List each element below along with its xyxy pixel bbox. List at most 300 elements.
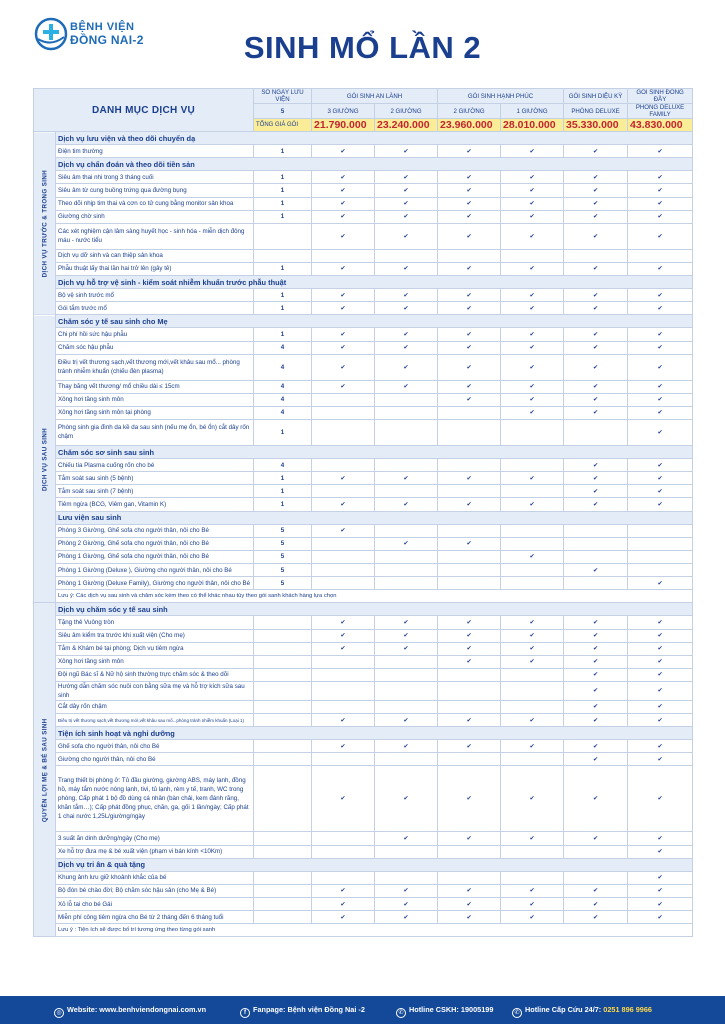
section-subheader-row xyxy=(34,275,693,288)
price-2: 23.240.000 xyxy=(375,119,438,132)
check-icon: ✔ xyxy=(438,380,501,393)
check-icon: ✔ xyxy=(628,341,693,354)
service-label: Các xét nghiệm cận lâm sàng huyết học - sinh hóa - miễn dịch đông máu - nước tiểu xyxy=(56,223,254,249)
empty-cell xyxy=(375,406,438,419)
table-row xyxy=(34,642,693,655)
check-icon: ✔ xyxy=(628,459,693,472)
hotline-number: 19005199 xyxy=(460,1005,494,1014)
check-icon: ✔ xyxy=(501,184,564,197)
empty-cell xyxy=(564,577,628,590)
check-icon: ✔ xyxy=(501,884,564,897)
sub-col-2: 2 GIƯỜNG xyxy=(375,104,438,119)
check-icon: ✔ xyxy=(375,498,438,511)
table-row xyxy=(34,210,693,223)
empty-cell xyxy=(312,753,375,766)
service-label: Phòng 1 Giường, Ghế sofa cho người thân, nôi cho Bé xyxy=(56,550,254,563)
empty-cell xyxy=(375,655,438,668)
empty-cell xyxy=(438,871,501,884)
check-icon: ✔ xyxy=(375,616,438,629)
days-cell xyxy=(254,629,312,642)
price-4: 28.010.000 xyxy=(501,119,564,132)
service-label: Điện tim thường xyxy=(56,145,254,158)
check-icon: ✔ xyxy=(564,884,628,897)
empty-cell xyxy=(564,249,628,262)
table-row xyxy=(34,871,693,884)
empty-cell xyxy=(628,524,693,537)
check-icon: ✔ xyxy=(312,223,375,249)
days-cell: 1 xyxy=(254,210,312,223)
check-icon: ✔ xyxy=(438,354,501,380)
days-cell xyxy=(254,714,312,727)
service-label: Chăm sóc hậu phẫu xyxy=(56,341,254,354)
total-label: TỔNG GIÁ GÓI xyxy=(254,119,312,132)
days-cell: 4 xyxy=(254,393,312,406)
table-row xyxy=(34,498,693,511)
note-row xyxy=(34,590,693,603)
check-icon: ✔ xyxy=(628,223,693,249)
footer-hotline[interactable] xyxy=(396,1005,493,1018)
service-label: Siêu âm kiểm tra trước khi xuất viện (Cho mẹ) xyxy=(56,629,254,642)
check-icon: ✔ xyxy=(628,419,693,445)
empty-cell xyxy=(438,668,501,681)
service-label: Xỏ lỗ tai cho bé Gái xyxy=(56,898,254,911)
check-icon: ✔ xyxy=(375,911,438,924)
check-icon: ✔ xyxy=(438,642,501,655)
note-text: Lưu ý: Các dịch vụ sau sinh và chăm sóc kèm theo có thể khác nhau tùy theo gói sanh khách hàng lựa chọn xyxy=(56,590,693,603)
category-header: DANH MỤC DỊCH VỤ xyxy=(34,89,254,132)
days-cell: 5 xyxy=(254,550,312,563)
empty-cell xyxy=(375,563,438,576)
check-icon: ✔ xyxy=(564,832,628,845)
empty-cell xyxy=(375,845,438,858)
table-row xyxy=(34,550,693,563)
empty-cell xyxy=(501,563,564,576)
service-label: Thay băng vết thương/ mổ chiều dài ≤ 15cm xyxy=(56,380,254,393)
service-label: Cắt dây rốn chậm xyxy=(56,700,254,713)
empty-cell xyxy=(438,249,501,262)
table-row xyxy=(34,289,693,302)
check-icon: ✔ xyxy=(564,668,628,681)
section-label: DỊCH VỤ TRƯỚC & TRONG SINH xyxy=(34,132,56,315)
empty-cell xyxy=(312,577,375,590)
phone-icon: ✆ xyxy=(396,1008,406,1018)
subheader-label: Dịch vụ hỗ trợ vệ sinh - kiểm soát nhiễm khuẩn trước phẫu thuật xyxy=(56,275,693,288)
check-icon: ✔ xyxy=(438,616,501,629)
check-icon: ✔ xyxy=(438,655,501,668)
check-icon: ✔ xyxy=(628,197,693,210)
check-icon: ✔ xyxy=(628,871,693,884)
days-value: 5 xyxy=(254,104,312,119)
check-icon: ✔ xyxy=(375,223,438,249)
check-icon: ✔ xyxy=(438,145,501,158)
check-icon: ✔ xyxy=(628,700,693,713)
empty-cell xyxy=(312,550,375,563)
check-icon: ✔ xyxy=(628,498,693,511)
check-icon: ✔ xyxy=(564,616,628,629)
table-row xyxy=(34,563,693,576)
days-cell: 4 xyxy=(254,406,312,419)
note-row xyxy=(34,924,693,937)
empty-cell xyxy=(501,485,564,498)
service-label: Xông hơi tầng sinh môn xyxy=(56,393,254,406)
table-row xyxy=(34,328,693,341)
check-icon: ✔ xyxy=(628,884,693,897)
check-icon: ✔ xyxy=(628,577,693,590)
days-cell xyxy=(254,884,312,897)
check-icon: ✔ xyxy=(375,629,438,642)
service-label: Theo dõi nhịp tim thai và cơn co tử cung bằng monitor sản khoa xyxy=(56,197,254,210)
table-row xyxy=(34,485,693,498)
empty-cell xyxy=(312,406,375,419)
check-icon: ✔ xyxy=(564,197,628,210)
check-icon: ✔ xyxy=(438,262,501,275)
check-icon: ✔ xyxy=(564,328,628,341)
check-icon: ✔ xyxy=(438,740,501,753)
days-cell xyxy=(254,740,312,753)
check-icon: ✔ xyxy=(628,354,693,380)
table-row xyxy=(34,753,693,766)
service-label: Phòng sinh gia đình da kề da sau sinh (nếu mẹ ổn, bé ổn) cắt dây rốn chậm xyxy=(56,419,254,445)
check-icon: ✔ xyxy=(375,766,438,832)
service-label: Gói tắm trước mổ xyxy=(56,302,254,315)
check-icon: ✔ xyxy=(375,354,438,380)
empty-cell xyxy=(564,550,628,563)
check-icon: ✔ xyxy=(312,210,375,223)
days-cell: 1 xyxy=(254,145,312,158)
service-label: Điều trị vết thương sạch,vết thương mới,vết khâu sau mổ...phòng tránh nhiễm khuẩn (Loại 1) xyxy=(56,714,254,727)
check-icon: ✔ xyxy=(564,642,628,655)
days-cell: 5 xyxy=(254,577,312,590)
table-row xyxy=(34,406,693,419)
section-label: DỊCH VỤ SAU SINH xyxy=(34,315,56,603)
empty-cell xyxy=(438,563,501,576)
footer xyxy=(0,996,725,1024)
footer-website[interactable] xyxy=(54,1005,206,1018)
check-icon: ✔ xyxy=(438,766,501,832)
check-icon: ✔ xyxy=(501,302,564,315)
check-icon: ✔ xyxy=(628,171,693,184)
service-label: Tiêm ngừa (BCG, Viêm gan, Vitamin K) xyxy=(56,498,254,511)
empty-cell xyxy=(438,700,501,713)
table-row xyxy=(34,616,693,629)
empty-cell xyxy=(375,524,438,537)
service-label: Xe hỗ trợ đưa mẹ & bé xuất viện (phạm vi bán kính <10Km) xyxy=(56,845,254,858)
table-row xyxy=(34,145,693,158)
empty-cell xyxy=(501,419,564,445)
check-icon: ✔ xyxy=(312,524,375,537)
empty-cell xyxy=(312,249,375,262)
empty-cell xyxy=(564,524,628,537)
check-icon: ✔ xyxy=(501,328,564,341)
empty-cell xyxy=(375,485,438,498)
service-label: 3 suất ăn dinh dưỡng/ngày (Cho mẹ) xyxy=(56,832,254,845)
check-icon: ✔ xyxy=(628,616,693,629)
check-icon: ✔ xyxy=(312,911,375,924)
days-cell xyxy=(254,911,312,924)
check-icon: ✔ xyxy=(501,766,564,832)
check-icon: ✔ xyxy=(564,354,628,380)
check-icon: ✔ xyxy=(501,498,564,511)
check-icon: ✔ xyxy=(564,563,628,576)
check-icon: ✔ xyxy=(564,700,628,713)
check-icon: ✔ xyxy=(564,223,628,249)
service-label: Dịch vụ dỡ sinh và can thiệp sản khoa xyxy=(56,249,254,262)
table-row xyxy=(34,341,693,354)
table-row xyxy=(34,459,693,472)
table-row xyxy=(34,766,693,832)
check-icon: ✔ xyxy=(564,472,628,485)
days-cell xyxy=(254,681,312,700)
check-icon: ✔ xyxy=(312,289,375,302)
section-subheader-row xyxy=(34,511,693,524)
days-cell: 4 xyxy=(254,459,312,472)
check-icon: ✔ xyxy=(312,642,375,655)
footer-emergency[interactable] xyxy=(512,1005,652,1018)
empty-cell xyxy=(438,753,501,766)
empty-cell xyxy=(375,668,438,681)
price-6: 43.830.000 xyxy=(628,119,693,132)
table-row xyxy=(34,380,693,393)
check-icon: ✔ xyxy=(438,898,501,911)
empty-cell xyxy=(501,524,564,537)
empty-cell xyxy=(312,393,375,406)
check-icon: ✔ xyxy=(564,655,628,668)
table-row xyxy=(34,419,693,445)
check-icon: ✔ xyxy=(628,845,693,858)
check-icon: ✔ xyxy=(628,832,693,845)
check-icon: ✔ xyxy=(628,145,693,158)
check-icon: ✔ xyxy=(501,341,564,354)
empty-cell xyxy=(501,668,564,681)
table-row xyxy=(34,681,693,700)
check-icon: ✔ xyxy=(312,380,375,393)
check-icon: ✔ xyxy=(438,223,501,249)
check-icon: ✔ xyxy=(628,380,693,393)
check-icon: ✔ xyxy=(501,171,564,184)
check-icon: ✔ xyxy=(628,655,693,668)
service-label: Chi phí hồi sức hậu phẫu xyxy=(56,328,254,341)
days-cell: 4 xyxy=(254,380,312,393)
check-icon: ✔ xyxy=(564,289,628,302)
check-icon: ✔ xyxy=(628,406,693,419)
check-icon: ✔ xyxy=(564,262,628,275)
table-row xyxy=(34,302,693,315)
empty-cell xyxy=(312,419,375,445)
check-icon: ✔ xyxy=(438,498,501,511)
check-icon: ✔ xyxy=(564,911,628,924)
days-cell: 4 xyxy=(254,341,312,354)
check-icon: ✔ xyxy=(312,898,375,911)
days-cell: 1 xyxy=(254,289,312,302)
service-label: Phòng 3 Giường, Ghế sofa cho người thân, nôi cho Bé xyxy=(56,524,254,537)
check-icon: ✔ xyxy=(375,714,438,727)
check-icon: ✔ xyxy=(312,740,375,753)
empty-cell xyxy=(438,550,501,563)
check-icon: ✔ xyxy=(501,832,564,845)
table-row xyxy=(34,184,693,197)
section-label: QUYỀN LỢI MẸ & BÉ SAU SINH xyxy=(34,603,56,937)
sub-col-4: 1 GIƯỜNG xyxy=(501,104,564,119)
empty-cell xyxy=(438,459,501,472)
check-icon: ✔ xyxy=(628,681,693,700)
empty-cell xyxy=(375,871,438,884)
days-cell: 1 xyxy=(254,262,312,275)
empty-cell xyxy=(375,681,438,700)
service-label: Trang thiết bị phòng ở: Tủ đầu giường, giường ABS, máy lạnh, đồng hồ, máy tắm nước nóng lạnh, tivi, tủ lạnh, rèm y tế, tranh, WC trong phòng, Cấp phát 1 bộ đồ dùng cá nhân (bàn chải, kem đánh răng, khăn tắm…); Cấp phát đồng phục, chăn, ga, gối 1 lần/ngày; Cấp phát 1 chai nước 1,25L/giường/ngày xyxy=(56,766,254,832)
days-cell: 1 xyxy=(254,472,312,485)
empty-cell xyxy=(312,700,375,713)
days-cell xyxy=(254,753,312,766)
table-row xyxy=(34,524,693,537)
table-row xyxy=(34,354,693,380)
check-icon: ✔ xyxy=(628,753,693,766)
days-cell xyxy=(254,700,312,713)
service-label: Tặng thẻ Vuông tròn xyxy=(56,616,254,629)
check-icon: ✔ xyxy=(375,302,438,315)
empty-cell xyxy=(375,393,438,406)
footer-fanpage[interactable] xyxy=(240,1005,365,1018)
check-icon: ✔ xyxy=(312,197,375,210)
empty-cell xyxy=(312,563,375,576)
days-cell xyxy=(254,845,312,858)
service-label: Ghế sofa cho người thân, nôi cho Bé xyxy=(56,740,254,753)
check-icon: ✔ xyxy=(628,184,693,197)
subheader-label: Chăm sóc sơ sinh sau sinh xyxy=(56,445,693,458)
check-icon: ✔ xyxy=(501,550,564,563)
check-icon: ✔ xyxy=(375,472,438,485)
empty-cell xyxy=(501,681,564,700)
empty-cell xyxy=(438,485,501,498)
empty-cell xyxy=(501,753,564,766)
check-icon: ✔ xyxy=(628,210,693,223)
sub-col-3: 2 GIƯỜNG xyxy=(438,104,501,119)
website-text: Website: www.benhviendongnai.com.vn xyxy=(67,1005,207,1014)
check-icon: ✔ xyxy=(312,171,375,184)
subheader-label: Dịch vụ chăm sóc y tế sau sinh xyxy=(56,603,693,616)
check-icon: ✔ xyxy=(438,472,501,485)
check-icon: ✔ xyxy=(564,171,628,184)
empty-cell xyxy=(375,419,438,445)
table-row xyxy=(34,249,693,262)
check-icon: ✔ xyxy=(438,629,501,642)
check-icon: ✔ xyxy=(501,714,564,727)
check-icon: ✔ xyxy=(564,629,628,642)
empty-cell xyxy=(375,700,438,713)
check-icon: ✔ xyxy=(628,289,693,302)
check-icon: ✔ xyxy=(501,911,564,924)
check-icon: ✔ xyxy=(564,766,628,832)
header xyxy=(0,0,725,86)
subheader-label: Dịch vụ chẩn đoán và theo dõi tiền sản xyxy=(56,158,693,171)
days-cell: 1 xyxy=(254,197,312,210)
days-cell xyxy=(254,832,312,845)
sub-col-5: PHÒNG DELUXE xyxy=(564,104,628,119)
days-cell xyxy=(254,766,312,832)
package-an-lanh: GÓI SINH AN LÀNH xyxy=(312,89,438,104)
days-cell xyxy=(254,871,312,884)
check-icon: ✔ xyxy=(375,145,438,158)
empty-cell xyxy=(438,524,501,537)
check-icon: ✔ xyxy=(501,740,564,753)
facebook-icon: f xyxy=(240,1008,250,1018)
check-icon: ✔ xyxy=(501,393,564,406)
table-row xyxy=(34,700,693,713)
service-label: Phòng 1 Giường (Deluxe ), Giường cho người thân, nôi cho Bé xyxy=(56,563,254,576)
check-icon: ✔ xyxy=(312,766,375,832)
check-icon: ✔ xyxy=(628,766,693,832)
table-row xyxy=(34,577,693,590)
check-icon: ✔ xyxy=(564,380,628,393)
check-icon: ✔ xyxy=(628,911,693,924)
empty-cell xyxy=(312,668,375,681)
table-row xyxy=(34,845,693,858)
check-icon: ✔ xyxy=(501,406,564,419)
check-icon: ✔ xyxy=(564,753,628,766)
service-label: Giường cho người thân, nôi cho Bé xyxy=(56,753,254,766)
days-cell xyxy=(254,223,312,249)
table-row xyxy=(34,655,693,668)
table-row xyxy=(34,714,693,727)
check-icon: ✔ xyxy=(375,380,438,393)
table-row xyxy=(34,884,693,897)
empty-cell xyxy=(312,655,375,668)
logo-line-1: BỆNH VIỆN xyxy=(70,21,135,33)
table-row xyxy=(34,472,693,485)
empty-cell xyxy=(564,537,628,550)
days-header: SỐ NGÀY LƯU VIỆN xyxy=(254,89,312,104)
empty-cell xyxy=(375,459,438,472)
check-icon: ✔ xyxy=(501,223,564,249)
empty-cell xyxy=(628,563,693,576)
table-row xyxy=(34,262,693,275)
check-icon: ✔ xyxy=(312,354,375,380)
fanpage-text: Fanpage: Bệnh viện Đồng Nai -2 xyxy=(253,1005,365,1014)
days-cell: 1 xyxy=(254,485,312,498)
days-cell: 1 xyxy=(254,498,312,511)
days-cell: 5 xyxy=(254,524,312,537)
empty-cell xyxy=(312,459,375,472)
check-icon: ✔ xyxy=(312,262,375,275)
service-label: Khung ảnh lưu giữ khoảnh khắc của bé xyxy=(56,871,254,884)
check-icon: ✔ xyxy=(375,884,438,897)
check-icon: ✔ xyxy=(312,184,375,197)
empty-cell xyxy=(501,537,564,550)
empty-cell xyxy=(438,406,501,419)
check-icon: ✔ xyxy=(375,210,438,223)
service-label: Miễn phí công tiêm ngừa cho Bé từ 2 tháng đến 6 tháng tuổi xyxy=(56,911,254,924)
sub-col-6: PHÒNG DELUXE FAMILY xyxy=(628,104,693,119)
check-icon: ✔ xyxy=(501,289,564,302)
check-icon: ✔ xyxy=(438,184,501,197)
days-cell: 4 xyxy=(254,354,312,380)
globe-icon: ◎ xyxy=(54,1008,64,1018)
section-subheader-row xyxy=(34,315,693,328)
empty-cell xyxy=(375,577,438,590)
check-icon: ✔ xyxy=(501,262,564,275)
table-row xyxy=(34,537,693,550)
empty-cell xyxy=(438,577,501,590)
check-icon: ✔ xyxy=(501,898,564,911)
check-icon: ✔ xyxy=(312,884,375,897)
check-icon: ✔ xyxy=(438,302,501,315)
empty-cell xyxy=(628,550,693,563)
check-icon: ✔ xyxy=(501,616,564,629)
empty-cell xyxy=(501,845,564,858)
empty-cell xyxy=(312,871,375,884)
package-hanh-phuc: GÓI SINH HẠNH PHÚC xyxy=(438,89,564,104)
section-subheader-row xyxy=(34,445,693,458)
check-icon: ✔ xyxy=(501,642,564,655)
